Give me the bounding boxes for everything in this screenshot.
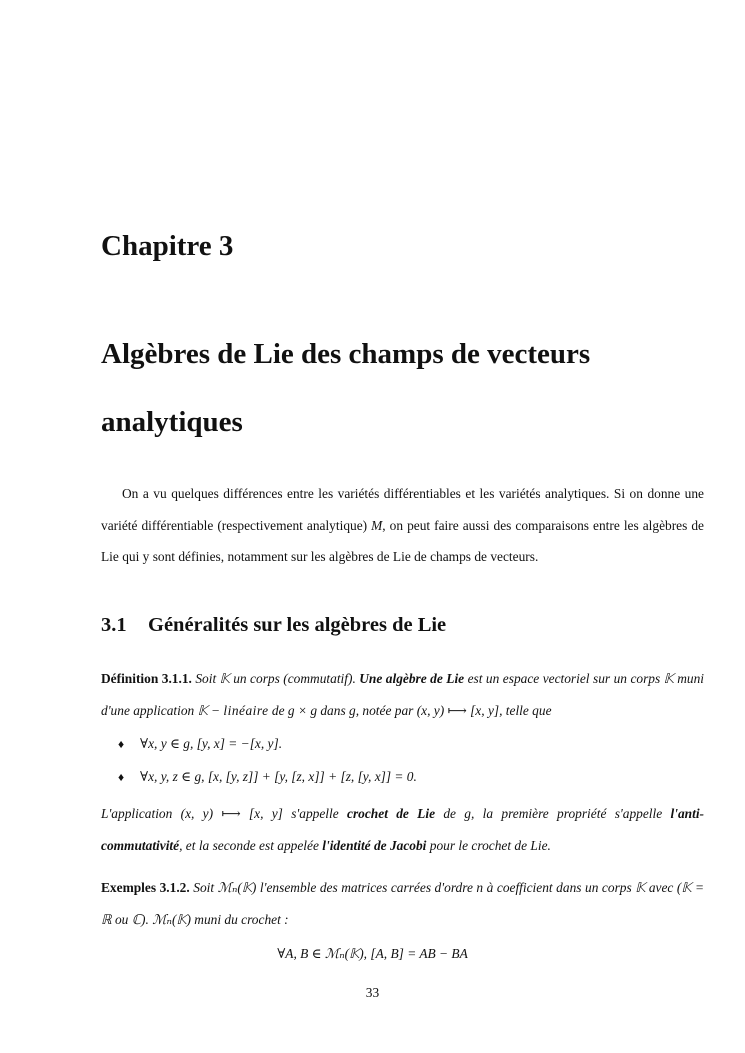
chapter-title-line-1: Algèbres de Lie des champs de vecteurs — [101, 338, 591, 370]
chapter-title — [101, 320, 704, 456]
intro-var-m: M — [371, 517, 383, 533]
bullet-text: ∀x, y ∈ g, [y, x] = −[x, y]. — [140, 736, 283, 751]
definition-text-2: est un espace vectoriel sur un corps 𝕂 muni d'une application 𝕂 − — [101, 671, 704, 718]
definition-paragraph — [101, 663, 704, 726]
definition-label: Définition 3.1.1. — [101, 671, 192, 686]
example-paragraph — [101, 872, 704, 935]
intro-paragraph — [101, 478, 704, 573]
example-label: Exemples 3.1.2. — [101, 880, 190, 895]
intro-text-2: , on peut faire aussi des comparaisons entre les algèbres de Lie qui y sont définies, notamment sur les algèbres de Lie de champs de vecteurs. — [101, 517, 704, 564]
section-number: 3.1 — [101, 614, 127, 636]
definition-term: Une algèbre de Lie — [359, 671, 465, 686]
example-text: Soit ℳₙ(𝕂) l'ensemble des matrices carrées d'ordre n à coefficient dans un corps 𝕂 avec (𝕂 = ℝ ou ℂ). ℳₙ(𝕂) muni du crochet : — [101, 880, 704, 927]
term-anti-commutativite: l'anti-commutativité — [101, 806, 704, 853]
section-title: Généralités sur les algèbres de Lie — [148, 614, 447, 636]
definition-lineaire: linéaire — [223, 702, 269, 718]
chapter-label: Chapitre 3 — [101, 230, 234, 262]
intro-text-1: On a vu quelques différences entre les variétés différentiables et les variétés analytiques. Si on donne une variété différentiable (respectivement analytique) — [101, 486, 704, 533]
application-text-4: pour le crochet de Lie. — [426, 837, 551, 853]
term-identite-de-jacobi: l'identité de Jacobi — [322, 837, 427, 853]
bullet-text: ∀x, y, z ∈ g, [x, [y, z]] + [y, [z, x]] + [z, [y, x]] = 0. — [140, 769, 417, 784]
section-heading — [101, 611, 704, 639]
term-crochet-de-lie: crochet de Lie — [347, 806, 436, 821]
chapter-title-line-2: analytiques — [101, 406, 243, 438]
definition-text-3: de g × g dans g, notée par (x, y) ⟼ [x, y], telle que — [268, 702, 552, 718]
definition-text-1: Soit 𝕂 un corps (commutatif). — [191, 671, 360, 686]
diamond-bullet-icon: ♦ — [118, 770, 125, 784]
display-formula: ∀A, B ∈ ℳₙ(𝕂), [A, B] = AB − BA — [277, 946, 468, 961]
bullet-jacobi — [118, 767, 417, 787]
application-text-2: de g, la première propriété s'appelle — [435, 806, 671, 821]
diamond-bullet-icon: ♦ — [118, 737, 125, 751]
application-text-1: L'application (x, y) ⟼ [x, y] s'appelle — [101, 806, 348, 821]
application-paragraph — [101, 798, 704, 861]
bullet-antisymmetry — [118, 734, 282, 754]
application-text-3: , et la seconde est appelée — [179, 837, 323, 853]
page-number: 33 — [365, 985, 380, 1000]
